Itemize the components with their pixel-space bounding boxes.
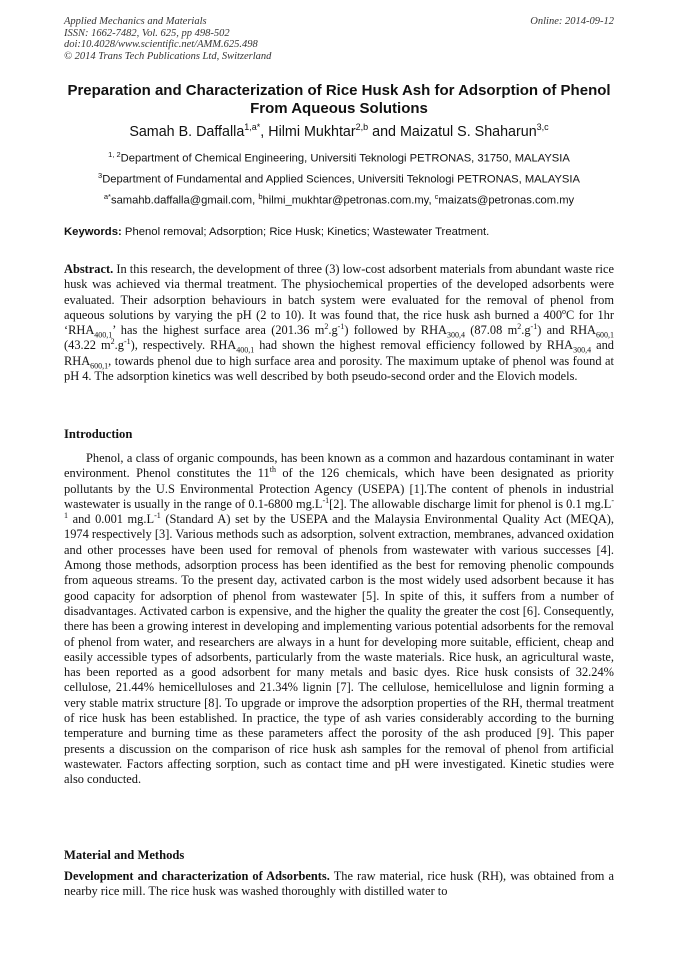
copyright: © 2014 Trans Tech Publications Ltd, Switzerland xyxy=(64,50,272,62)
publication-info xyxy=(64,16,271,62)
email-link[interactable]: maizats@petronas.com.my xyxy=(438,194,575,207)
methods-subheading: Development and characterization of Adsorbents. xyxy=(64,869,330,883)
affiliation-marker: 3 xyxy=(98,171,103,180)
email-link[interactable]: hilmi_mukhtar@petronas.com.my, xyxy=(262,194,435,207)
affiliation xyxy=(64,171,614,186)
abstract-text: In this research, the development of three (3) low-cost adsorbent materials from abundant waste rice husk was achieved via thermal treatment. The physiochemical properties of the developed adsorbents were evaluated. Their adsorption behaviours in batch system were evaluated for the removal of phenol from aqueous solutions by varying the pH (2 to 10). It was found that, the rice husk ash burned a 400$^o$C for 1hr ‘$RHA_{400,1}$’ has the highest surface area (201.36 $m^2.g^{-1}$) followed by $RHA_{300,4}$ (87.08 $m^2.g^{-1}$) and $RHA_{600,1}$ (43.22 $m^2.g^{-1}$), respectively. $RHA_{400,1}$ had shown the highest removal efficiency followed by $RHA_{300,4}$ and $RHA_{600,1}$, towards phenol due to high surface area and porosity. The maximum uptake of phenol was found at pH 4. The adsorption kinetics was well described by both pseudo-second order and the Elovich models. xyxy=(64,262,614,384)
author-name: Maizatul S. Shaharun xyxy=(399,123,537,140)
email-link[interactable]: samahb.daffalla@gmail.com, xyxy=(110,194,259,207)
email-marker: a* xyxy=(103,192,111,201)
affiliation-text: Department of Chemical Engineering, Universiti Teknologi PETRONAS, 31750, MALAYSIA xyxy=(120,152,570,165)
author-affiliation-marker: 1,a* xyxy=(244,122,261,132)
section-heading-introduction: Introduction xyxy=(64,427,133,441)
author-affiliation-marker: 3,c xyxy=(536,122,549,132)
author-emails xyxy=(64,192,614,207)
methods-text: The raw material, rice husk (RH), was obtained from a nearby rice mill. The rice husk was washed thoroughly with distilled water to xyxy=(64,869,614,899)
keywords-text: Phenol removal; Adsorption; Rice Husk; Kinetics; Wastewater Treatment. xyxy=(124,226,490,238)
affiliation-text: Department of Fundamental and Applied Sciences, Universiti Teknologi PETRONAS, MALAYSIA xyxy=(102,173,580,186)
author-separator: , xyxy=(260,123,269,140)
abstract-label: Abstract. xyxy=(64,262,114,276)
issn: ISSN: 1662-7482, Vol. 625, pp 498-502 xyxy=(64,27,230,39)
keywords-label: Keywords: xyxy=(64,226,122,238)
author-list xyxy=(64,122,614,140)
journal-name: Applied Mechanics and Materials xyxy=(64,16,207,27)
author-separator: and xyxy=(368,123,400,140)
email-marker: c xyxy=(434,192,439,201)
abstract xyxy=(64,262,614,384)
affiliation xyxy=(64,150,614,165)
author-affiliation-marker: 2,b xyxy=(355,122,369,132)
introduction-paragraph: Phenol, a class of organic compounds, has been known as a common and hazardous contaminant in water environment. Phenol constitutes the 11th of the 126 chemicals, which have been designated as priority pollutants by the U.S Environmental Protection Agency (USEPA) [1].The content of phenols in industrial wastewater is usually in the range of 0.1-6800 $mg.L^{-1}[2]$. The allowable discharge limit for phenol is 0.1 $mg.L^{-1}$ and 0.001 $mg.L^{-1}$ (Standard A) set by the USEPA and the Malaysia Environmental Quality Act (MEQA), 1974 respectively [3]. Various methods such as adsorption, solvent extraction, membranes, advanced oxidation and other processes have been used for removal of phenols from wastewater with various successes [4]. Among those methods, adsorption process has been identified as the best for removing phenolic compounds from aqueous streams. To the present day, activated carbon is the most widely used adsorbent because it has good capacity for adsorption of phenol from wastewater [5]. In spite of this, it suffers from a number of disadvantages. Activated carbon is expensive, and the higher the quality the greater the cost [6]. Consequently, there has been a growing interest in developing and implementing various potential adsorbents for the removal of phenol from water, and researchers are always in a hunt for developing more suitable, efficient, cheap and easily accessible types of adsorbents, particularly from the waste materials. Rice husk, an agricultural waste, has been reported as a good adsorbent for many metals and basic dyes. Rice husk consists of 32.24% cellulose, 21.44% hemicelluloses and 21.34% lignin [7]. The cellulose, hemicellulose and lignin forming a very stable matrix structure [8]. To upgrade or improve the adsorption properties of the RH, thermal treatment of rice husk has been established. In practice, the type of ash varies considerably according to the burning temperature and burning time as these parameters affect the porosity of the ash produced [9]. This paper presents a discussion on the comparison of rice husk ash samples for the removal of phenol from artificial wastewater. Factors affecting sorption, such as contact time and pH were investigated. Kinetic studies were also conducted. xyxy=(64,451,615,787)
online-date: Online: 2014-09-12 xyxy=(530,16,614,27)
author-name: Hilmi Mukhtar xyxy=(268,123,356,140)
author-name: Samah B. Daffalla xyxy=(129,123,245,140)
keywords xyxy=(64,226,614,238)
methods-paragraph xyxy=(64,869,614,900)
section-heading-methods: Material and Methods xyxy=(64,848,185,862)
doi: doi:10.4028/www.scientific.net/AMM.625.498 xyxy=(64,39,258,50)
email-marker: b xyxy=(258,192,263,201)
paper-title: Preparation and Characterization of Rice Husk Ash for Adsorption of Phenol From Aqueous Solutions xyxy=(67,82,611,117)
affiliation-marker: 1, 2 xyxy=(108,150,121,159)
